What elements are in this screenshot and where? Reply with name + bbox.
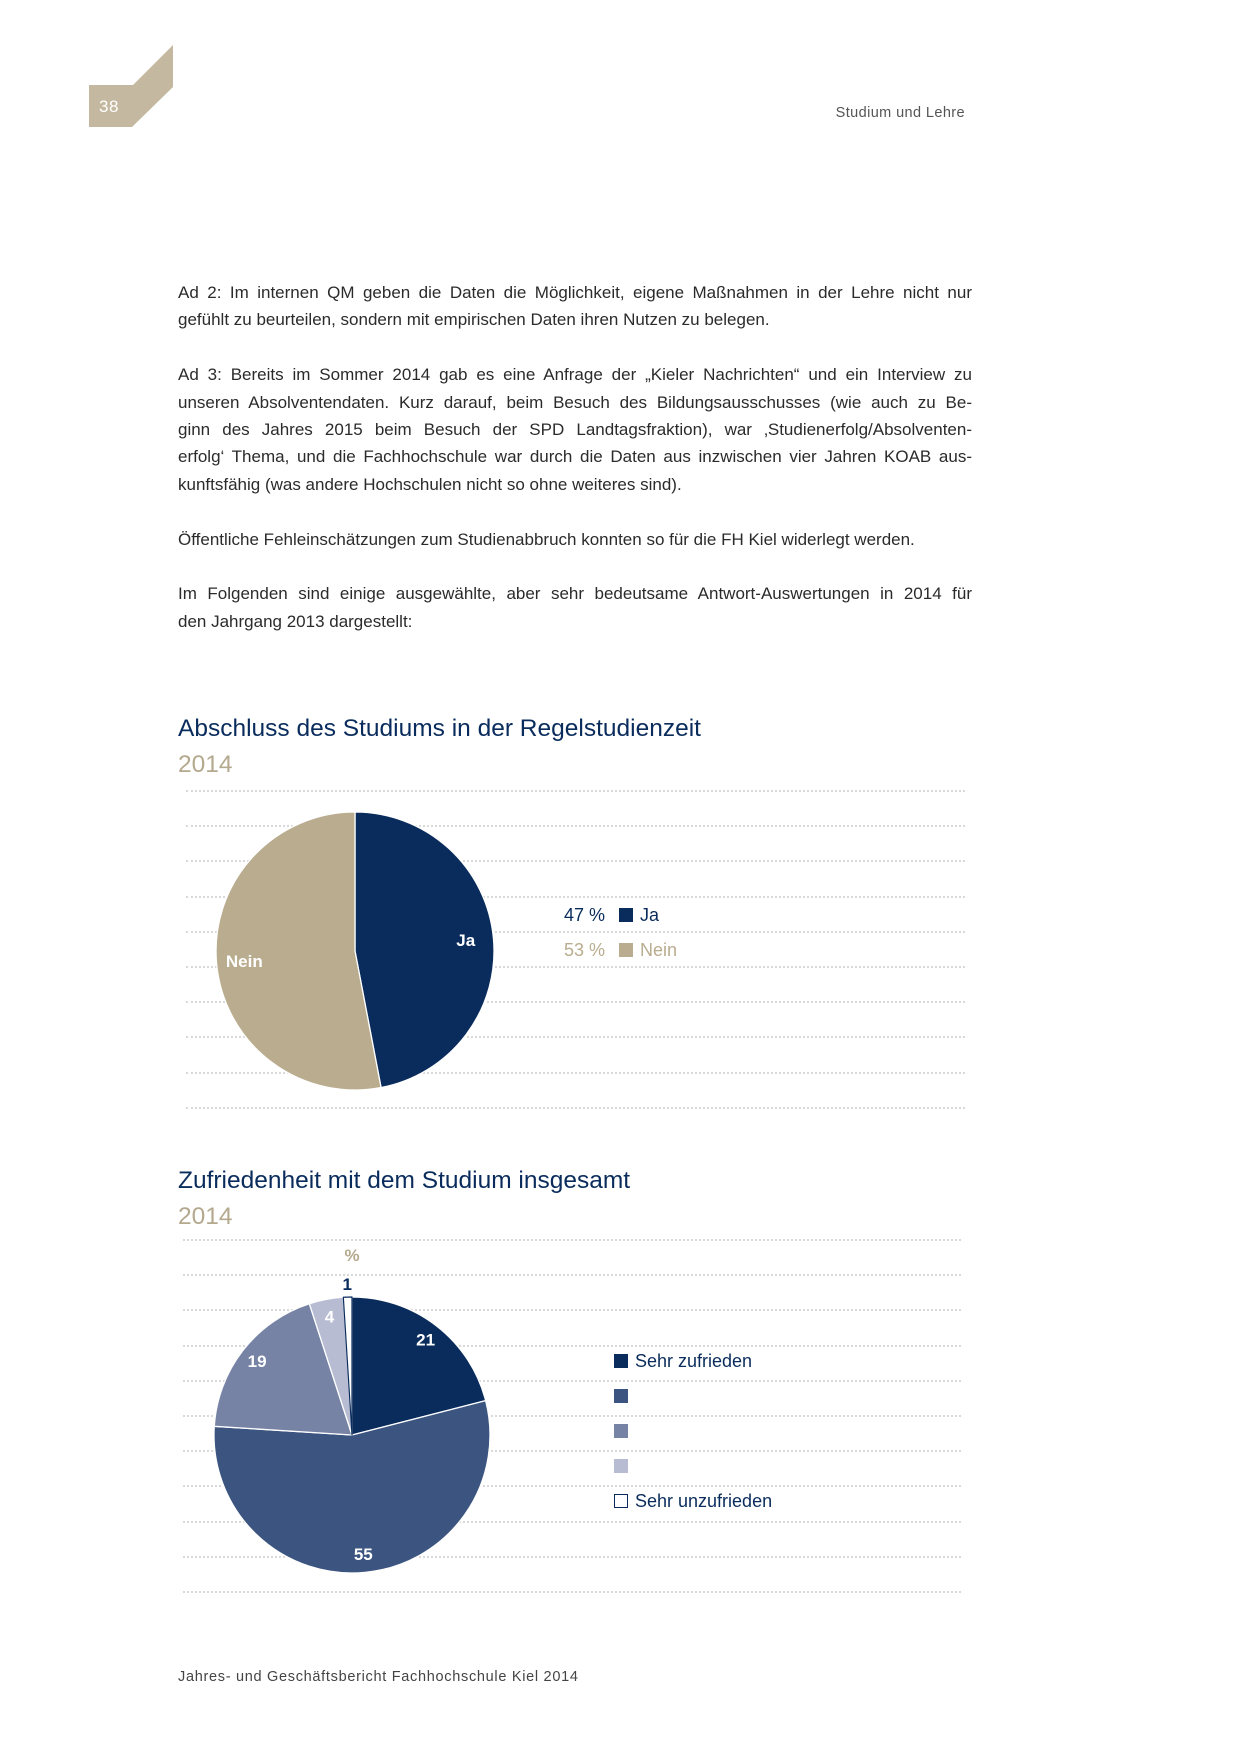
text-line: ginn des Jahres 2015 beim Besuch der SPD Landtagsfraktion), war ‚Studienerfolg/Absolventen- [178, 419, 972, 439]
slice-label-4: 4 [324, 1307, 335, 1327]
legend-label: Nein [640, 939, 678, 960]
text-line: erfolg‘ Thema, und die Fachhochschule war durch die Daten aus inzwischen vier Jahren KOAB aus- [178, 447, 972, 467]
slice-label-nein: Nein [225, 951, 263, 971]
legend-swatch [614, 1354, 628, 1368]
chart-title-abschluss: Abschluss des Studiums in der Regelstudienzeit [178, 715, 701, 742]
paragraph-ad-3 [178, 361, 972, 498]
paragraph-fehleinschaetzungen [178, 526, 972, 553]
legend-item-3 [614, 1413, 772, 1448]
legend-label: Ja [640, 905, 660, 926]
legend-item-ja [558, 898, 677, 933]
text-line: unseren Absolventendaten. Kurz darauf, beim Besuch des Bildungsausschusses (wie auch zu Be- [178, 392, 972, 412]
text-line: gefühlt zu beurteilen, sondern mit empirischen Daten ihren Nutzen zu belegen. [178, 310, 770, 330]
legend-swatch [614, 1494, 628, 1508]
legend-unit: % [588, 939, 605, 960]
legend-swatch [614, 1389, 628, 1403]
chart-year-zufriedenheit: 2014 [178, 1203, 233, 1230]
legend-item-sehr-unzufrieden [614, 1483, 772, 1518]
slice-label-sehr-unzufrieden: 1 [342, 1275, 353, 1295]
text-line: Im Folgenden sind einige ausgewählte, aber sehr bedeutsame Antwort-Auswertungen in 2014 für [178, 584, 972, 604]
legend-swatch [619, 943, 633, 957]
grid-line [183, 1239, 961, 1241]
chart-year-abschluss: 2014 [178, 751, 233, 778]
grid-line [186, 1107, 965, 1109]
legend-value: 47 [563, 905, 584, 926]
legend-zufriedenheit [614, 1343, 772, 1518]
legend-label: Sehr zufrieden [635, 1350, 753, 1371]
footer-text: Jahres- und Geschäftsbericht Fachhochschule Kiel 2014 [178, 1669, 579, 1685]
chart-title-zufriedenheit: Zufriedenheit mit dem Studium insgesamt [178, 1167, 631, 1194]
legend-percent [558, 940, 605, 960]
legend-abschluss [558, 898, 677, 967]
text-line: Ad 2: Im internen QM geben die Daten die Möglichkeit, eigene Maßnahmen in der Lehre nicht nur [178, 283, 972, 302]
paragraph-ad-2 [178, 279, 972, 334]
slice-label-3: 19 [247, 1351, 267, 1371]
pie-chart-zufriedenheit [202, 1245, 502, 1585]
legend-swatch [614, 1424, 628, 1438]
text-line: den Jahrgang 2013 dargestellt: [178, 611, 413, 631]
legend-unit: % [588, 905, 605, 926]
slice-label-ja: Ja [456, 931, 476, 951]
section-title: Studium und Lehre [835, 105, 965, 121]
legend-swatch [619, 908, 633, 922]
pie-chart-abschluss [205, 801, 505, 1101]
slice-label-2: 55 [353, 1545, 373, 1565]
body-text [178, 279, 972, 662]
unit-label: % [344, 1246, 360, 1266]
legend-value: 53 [563, 939, 584, 960]
slice-label-sehr-zufrieden: 21 [416, 1330, 436, 1350]
text-line: Öffentliche Fehleinschätzungen zum Studienabbruch konnten so für die FH Kiel widerlegt werden. [178, 529, 915, 549]
page-number: 38 [99, 97, 119, 116]
legend-percent [558, 905, 605, 925]
paragraph-folgenden [178, 580, 972, 635]
legend-item-sehr-zufrieden [614, 1343, 772, 1378]
grid-line [183, 1591, 961, 1593]
text-line: kunftsfähig (was andere Hochschulen nicht so ohne weiteres sind). [178, 474, 682, 494]
text-line: Ad 3: Bereits im Sommer 2014 gab es eine Anfrage der „Kieler Nachrichten“ und ein Interview zu [178, 365, 972, 385]
pie-slices [214, 1297, 490, 1573]
legend-item-nein [558, 933, 677, 968]
grid-line [186, 790, 965, 792]
legend-label: Sehr unzufrieden [635, 1490, 773, 1511]
legend-swatch [614, 1459, 628, 1473]
legend-item-2 [614, 1378, 772, 1413]
legend-item-4 [614, 1448, 772, 1483]
